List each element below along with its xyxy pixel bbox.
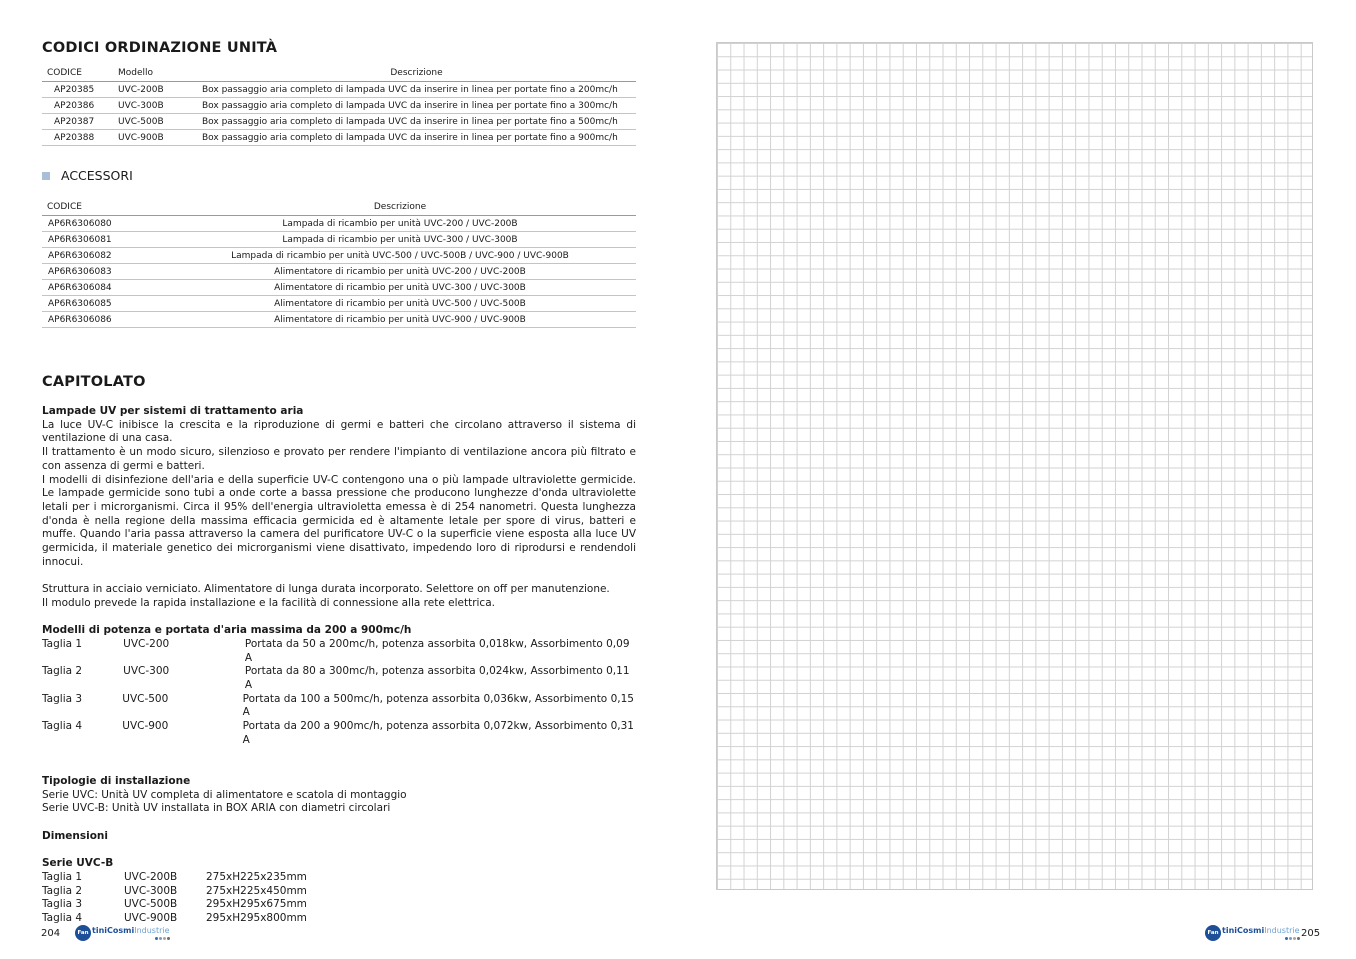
spec-paragraph: I modelli di disinfezione dell'aria e della superficie UV-C contengono una o più lampade ultraviolette germicide. Le lampade germicide sono tubi a onde corte a bassa pressione che producono lunghezze d'onda ultraviolette letali per i microrganismi. Circa il 95% dell'energia ultravioletta emessa è di 254 nanometri. Questa lunghezza d'onda è nella regione della massima efficacia germicida ed è altamente letale per spore di virus, batteri e muffe. Quando l'aria passa attraverso la camera del purificatore UV-C o la superficie viene esposta alla luce UV germicida, il materiale genetico dei microrganismi viene disattivato, impedendo loro di riprodursi e rendendoli innocui. [42, 473, 636, 568]
logo-badge: Fan [75, 925, 91, 941]
table-row [42, 312, 636, 328]
dimension-size: Taglia 3 [42, 898, 83, 911]
accessory-description: Alimentatore di ricambio per unità UVC-900 / UVC-900B [164, 312, 636, 328]
model-size: Taglia 3 [42, 692, 83, 705]
accessory-code: AP6R6306083 [42, 264, 164, 280]
orders-header-model: Modello [113, 65, 197, 82]
orders-table [42, 65, 636, 146]
spec-paragraph: Il trattamento è un modo sicuro, silenzioso e provato per rendere l'impianto di ventilazione ancora più filtrato e con assenza di germi e batteri. [42, 446, 636, 472]
models-title: Modelli di potenza e portata d'aria massima da 200 a 900mc/h [42, 624, 412, 637]
dimensions-title: Dimensioni [42, 829, 108, 842]
dimension-value: 275xH225x450mm [206, 884, 307, 897]
dimension-row [42, 871, 636, 885]
square-bullet-icon [42, 172, 50, 180]
dimension-model: UVC-500B [124, 898, 178, 911]
dimension-model: UVC-300B [124, 884, 178, 897]
model-specs: Portata da 80 a 300mc/h, potenza assorbita 0,024kw, Assorbimento 0,11 A [244, 665, 630, 692]
logo-name: tiniCosmi [92, 925, 135, 935]
model-size: Taglia 1 [42, 637, 83, 650]
model-name: UVC-500 [122, 692, 169, 705]
accessories-heading [42, 168, 133, 183]
table-row [42, 82, 636, 98]
table-row [42, 264, 636, 280]
install-line: Serie UVC: Unità UV completa di alimentatore e scatola di montaggio [42, 788, 407, 801]
dimension-row [42, 912, 636, 926]
accessory-description: Lampada di ricambio per unità UVC-300 / UVC-300B [164, 232, 636, 248]
logo-dots-icon [1285, 937, 1300, 940]
accessory-code: AP6R6306085 [42, 296, 164, 312]
model-row [42, 665, 636, 692]
model-specs: Portata da 50 a 200mc/h, potenza assorbita 0,018kw, Assorbimento 0,09 A [244, 637, 630, 664]
order-description: Box passaggio aria completo di lampada UVC da inserire in linea per portate fino a 500mc/h [197, 114, 636, 130]
dimension-row [42, 885, 636, 899]
structure-line: Il modulo prevede la rapida installazione e la facilità di connessione alla rete elettrica. [42, 596, 495, 609]
dimension-value: 275xH225x235mm [206, 870, 307, 883]
model-row [42, 638, 636, 665]
spec-paragraph: La luce UV-C inibisce la crescita e la riproduzione di germi e batteri che circolano attraverso il sistema di ventilazione di una casa. [42, 418, 636, 445]
table-row [42, 98, 636, 114]
accessory-description: Alimentatore di ricambio per unità UVC-300 / UVC-300B [164, 280, 636, 296]
accessory-description: Lampada di ricambio per unità UVC-500 / UVC-500B / UVC-900 / UVC-900B [164, 248, 636, 264]
dimension-model: UVC-200B [124, 870, 178, 883]
accessory-code: AP6R6306086 [42, 312, 164, 328]
logo-suffix: Industrie [1264, 925, 1300, 935]
order-code: AP20388 [42, 130, 113, 146]
table-row [42, 130, 636, 146]
order-description: Box passaggio aria completo di lampada UVC da inserire in linea per portate fino a 900mc/h [197, 130, 636, 146]
logo-badge: Fan [1205, 925, 1221, 941]
structure-line: Struttura in acciaio verniciato. Alimentatore di lunga durata incorporato. Selettore on off per manutenzione. [42, 583, 610, 596]
dimension-size: Taglia 2 [42, 884, 83, 897]
page-number-left: 204 [41, 928, 61, 939]
dimension-size: Taglia 1 [42, 870, 83, 883]
model-row [42, 693, 636, 720]
accessory-code: AP6R6306082 [42, 248, 164, 264]
orders-header-row [42, 65, 636, 82]
order-code: AP20385 [42, 82, 113, 98]
order-model: UVC-300B [113, 98, 197, 114]
dimension-row [42, 898, 636, 912]
model-row [42, 720, 636, 747]
logo-wordmark [1222, 927, 1300, 940]
order-model: UVC-500B [113, 114, 197, 130]
accessories-header-code: CODICE [42, 199, 164, 216]
accessories-header-description: Descrizione [164, 199, 636, 216]
order-description: Box passaggio aria completo di lampada UVC da inserire in linea per portate fino a 200mc/h [197, 82, 636, 98]
order-model: UVC-200B [113, 82, 197, 98]
accessory-description: Lampada di ricambio per unità UVC-200 / UVC-200B [164, 216, 636, 232]
orders-title: CODICI ORDINAZIONE UNITÀ [42, 40, 278, 56]
order-model: UVC-900B [113, 130, 197, 146]
accessories-header-row [42, 199, 636, 216]
model-size: Taglia 4 [42, 720, 83, 733]
table-row [42, 280, 636, 296]
order-description: Box passaggio aria completo di lampada UVC da inserire in linea per portate fino a 300mc/h [197, 98, 636, 114]
logo-dots-icon [155, 937, 170, 940]
model-name: UVC-200 [123, 637, 170, 650]
model-specs: Portata da 200 a 900mc/h, potenza assorbita 0,072kw, Assorbimento 0,31 A [242, 720, 634, 746]
notes-grid [716, 42, 1313, 890]
page-number-right: 205 [1301, 928, 1321, 939]
table-row [42, 296, 636, 312]
table-row [42, 232, 636, 248]
orders-header-description: Descrizione [197, 65, 636, 82]
dimension-value: 295xH295x800mm [206, 912, 307, 925]
dimension-size: Taglia 4 [42, 912, 83, 925]
dimension-value: 295xH295x675mm [206, 898, 307, 911]
accessory-code: AP6R6306081 [42, 232, 164, 248]
brand-logo-left [75, 925, 170, 941]
logo-suffix: Industrie [134, 925, 170, 935]
accessories-table [42, 199, 636, 328]
accessory-description: Alimentatore di ricambio per unità UVC-500 / UVC-500B [164, 296, 636, 312]
model-specs: Portata da 100 a 500mc/h, potenza assorbita 0,036kw, Assorbimento 0,15 A [242, 692, 634, 719]
order-code: AP20387 [42, 114, 113, 130]
table-row [42, 248, 636, 264]
table-row [42, 216, 636, 232]
spec-title: CAPITOLATO [42, 374, 146, 390]
series-title: Serie UVC-B [42, 857, 114, 870]
install-line: Serie UVC-B: Unità UV installata in BOX ARIA con diametri circolari [42, 802, 391, 815]
model-name: UVC-300 [123, 665, 170, 678]
logo-wordmark [92, 927, 170, 940]
model-size: Taglia 2 [42, 665, 83, 678]
spec-subtitle: Lampade UV per sistemi di trattamento aria [42, 405, 304, 417]
model-name: UVC-900 [122, 720, 169, 733]
orders-header-code: CODICE [42, 65, 113, 82]
table-row [42, 114, 636, 130]
spec-body [42, 405, 636, 926]
accessory-code: AP6R6306080 [42, 216, 164, 232]
accessory-description: Alimentatore di ricambio per unità UVC-200 / UVC-200B [164, 264, 636, 280]
dimension-model: UVC-900B [124, 912, 178, 925]
accessories-title: ACCESSORI [61, 168, 133, 183]
install-title: Tipologie di installazione [42, 774, 191, 787]
order-code: AP20386 [42, 98, 113, 114]
accessory-code: AP6R6306084 [42, 280, 164, 296]
brand-logo-right [1205, 925, 1300, 941]
logo-name: tiniCosmi [1222, 925, 1265, 935]
